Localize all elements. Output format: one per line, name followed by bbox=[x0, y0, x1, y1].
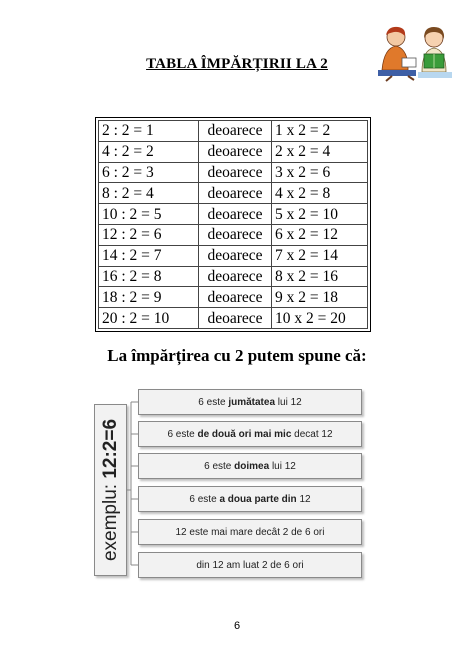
connector-cell: deoarece bbox=[199, 204, 272, 225]
statement-box bbox=[138, 453, 362, 479]
statement-text: 6 este bbox=[167, 428, 198, 440]
multiplication-cell: 10 x 2 = 20 bbox=[272, 308, 368, 329]
example-prefix: exemplu: bbox=[99, 478, 121, 562]
statement-emphasis: jumătatea bbox=[228, 396, 276, 408]
statement-box bbox=[138, 519, 362, 545]
statement-emphasis: doimea bbox=[234, 460, 270, 472]
division-cell: 18 : 2 = 9 bbox=[99, 287, 199, 308]
division-cell: 2 : 2 = 1 bbox=[99, 121, 199, 142]
division-cell: 10 : 2 = 5 bbox=[99, 204, 199, 225]
statement-text: 12 este mai mare decât 2 de 6 ori bbox=[175, 526, 325, 538]
children-reading-illustration bbox=[372, 24, 458, 82]
division-cell: 14 : 2 = 7 bbox=[99, 245, 199, 266]
statement-text: 12 bbox=[296, 493, 311, 505]
statement-text: 6 este bbox=[189, 493, 220, 505]
division-cell: 20 : 2 = 10 bbox=[99, 308, 199, 329]
multiplication-cell: 5 x 2 = 10 bbox=[272, 204, 368, 225]
multiplication-cell: 8 x 2 = 16 bbox=[272, 266, 368, 287]
division-cell: 6 : 2 = 3 bbox=[99, 162, 199, 183]
connector-cell: deoarece bbox=[199, 245, 272, 266]
division-cell: 12 : 2 = 6 bbox=[99, 224, 199, 245]
statement-text: lui 12 bbox=[269, 460, 296, 472]
statement-text: 6 este bbox=[204, 460, 235, 472]
statement-box bbox=[138, 486, 362, 512]
multiplication-cell: 7 x 2 = 14 bbox=[272, 245, 368, 266]
multiplication-cell: 6 x 2 = 12 bbox=[272, 224, 368, 245]
division-cell: 8 : 2 = 4 bbox=[99, 183, 199, 204]
statement-emphasis: a doua parte din bbox=[219, 493, 297, 505]
example-box bbox=[94, 404, 127, 576]
multiplication-cell: 2 x 2 = 4 bbox=[272, 141, 368, 162]
statement-text: 6 este bbox=[198, 396, 229, 408]
statement-text: lui 12 bbox=[275, 396, 302, 408]
page-number: 6 bbox=[233, 620, 241, 632]
statement-box bbox=[138, 389, 362, 415]
example-expression: 12:2=6 bbox=[99, 418, 121, 479]
multiplication-cell: 4 x 2 = 8 bbox=[272, 183, 368, 204]
statement-text: decat 12 bbox=[291, 428, 333, 440]
connector-cell: deoarece bbox=[199, 266, 272, 287]
division-cell: 4 : 2 = 2 bbox=[99, 141, 199, 162]
division-cell: 16 : 2 = 8 bbox=[99, 266, 199, 287]
statement-text: din 12 am luat 2 de 6 ori bbox=[196, 559, 304, 571]
connector-cell: deoarece bbox=[199, 141, 272, 162]
example-label bbox=[100, 419, 122, 561]
connector-cell: deoarece bbox=[199, 287, 272, 308]
statement-emphasis: de două ori mai mic bbox=[197, 428, 292, 440]
connector-cell: deoarece bbox=[199, 183, 272, 204]
connector-cell: deoarece bbox=[199, 121, 272, 142]
statement-box bbox=[138, 552, 362, 578]
page-title: TABLA ÎMPĂRȚIRII LA 2 bbox=[146, 56, 328, 72]
multiplication-cell: 1 x 2 = 2 bbox=[272, 121, 368, 142]
statement-box bbox=[138, 421, 362, 447]
subtitle: La împărțirea cu 2 putem spune că: bbox=[107, 346, 367, 365]
multiplication-cell: 9 x 2 = 18 bbox=[272, 287, 368, 308]
connector-cell: deoarece bbox=[199, 162, 272, 183]
connector-cell: deoarece bbox=[199, 308, 272, 329]
multiplication-cell: 3 x 2 = 6 bbox=[272, 162, 368, 183]
connector-cell: deoarece bbox=[199, 224, 272, 245]
